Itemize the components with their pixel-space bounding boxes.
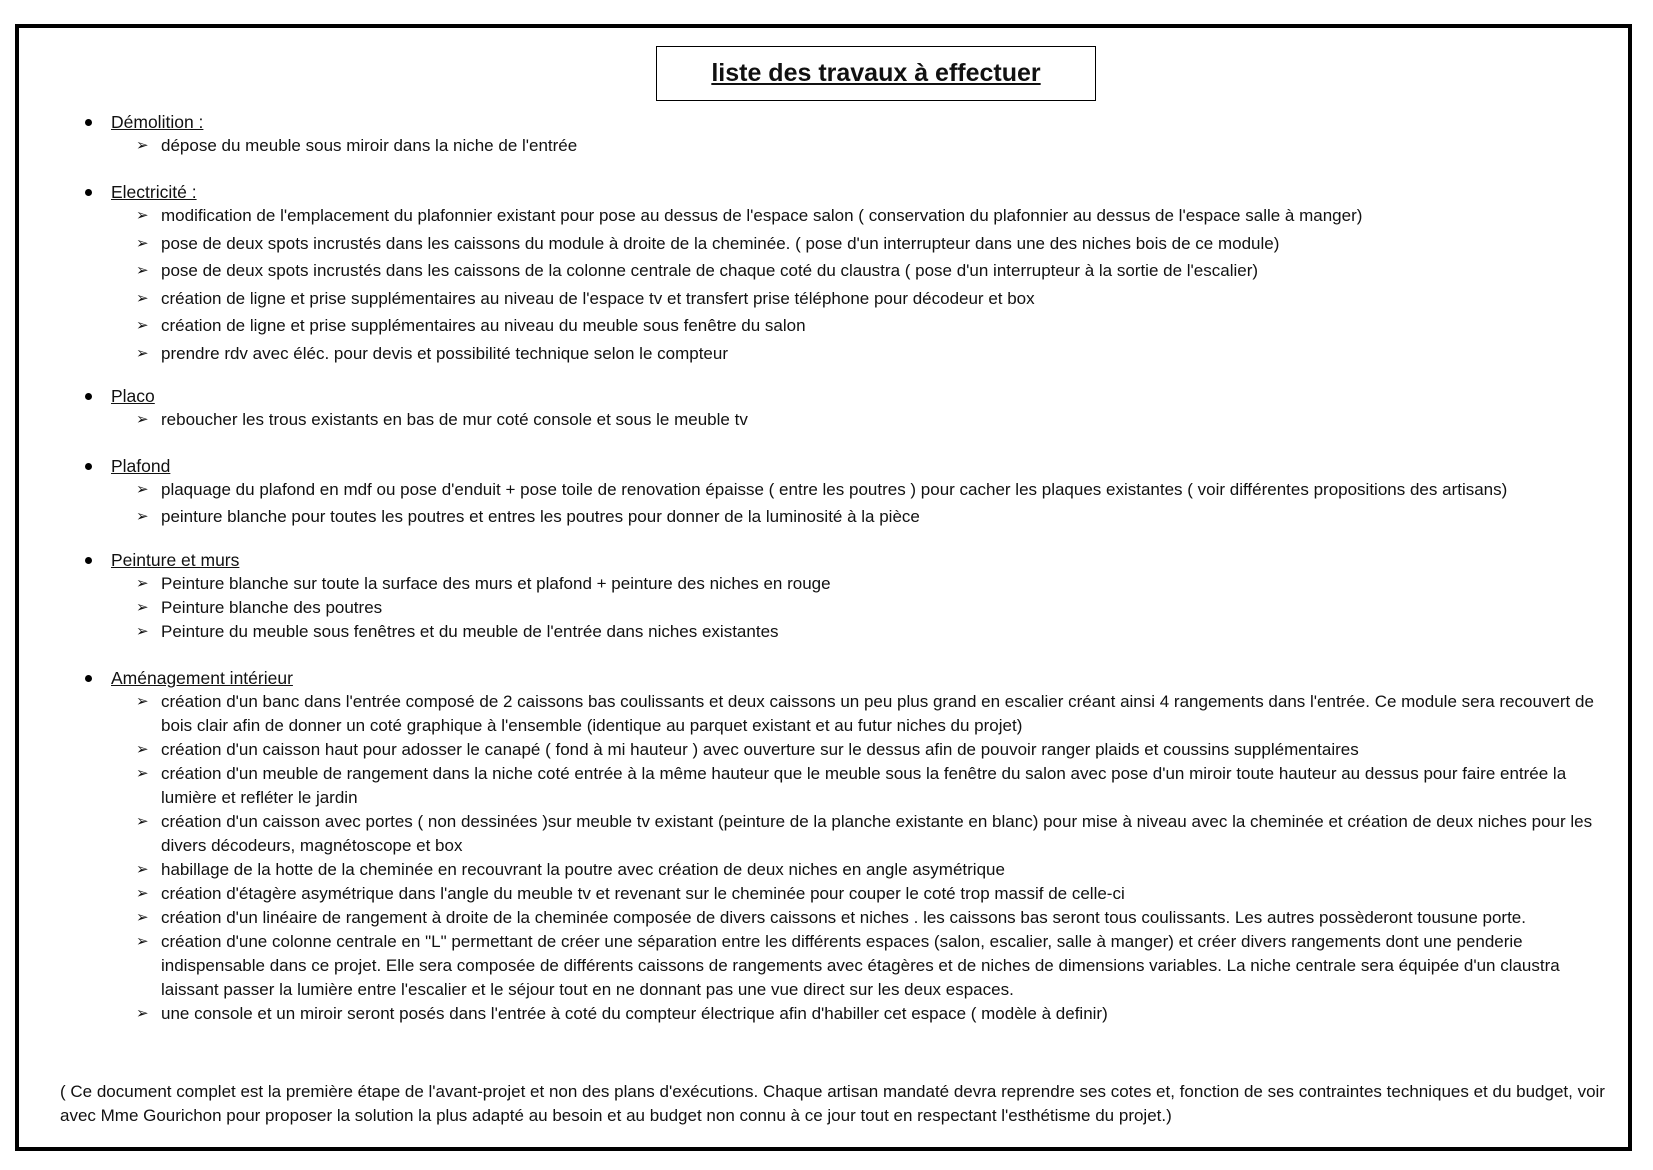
list-item: ➢ Peinture blanche sur toute la surface des murs et plafond + peinture des niches en rouge xyxy=(75,572,1615,596)
list-item: ➢ création d'un meuble de rangement dans la niche coté entrée à la même hauteur que le meuble sous la fenêtre du salon avec pose d'un miroir toute hauteur au dessus pour faire entrée la lumière et refléter le jardin xyxy=(136,764,1567,807)
list-item: ➢ Peinture du meuble sous fenêtres et du meuble de l'entrée dans niches existantes xyxy=(75,620,1615,644)
arrow-bullet-icon: ➢ xyxy=(136,1005,149,1022)
section-demolition xyxy=(75,110,1615,158)
arrow-bullet-icon: ➢ xyxy=(136,765,149,782)
title-box xyxy=(656,46,1096,101)
arrow-bullet-icon: ➢ xyxy=(136,599,149,616)
list-item: ➢ création de ligne et prise supplémentaires au niveau du meuble sous fenêtre du salon xyxy=(75,314,1615,338)
arrow-bullet-icon: ➢ xyxy=(136,575,149,592)
arrow-bullet-icon: ➢ xyxy=(136,861,149,878)
section-title: Démolition : xyxy=(111,112,204,132)
list-item: ➢ une console et un miroir seront posés dans l'entrée à coté du compteur électrique afin d'habiller cet espace ( modèle à definir) xyxy=(75,1002,1615,1026)
arrow-bullet-icon: ➢ xyxy=(136,885,149,902)
section-title: Plafond xyxy=(111,455,171,476)
section-title: Electricité : xyxy=(111,182,197,202)
arrow-bullet-icon: ➢ xyxy=(136,480,149,498)
section-peinture xyxy=(75,548,1615,644)
list-item: ➢ habillage de la hotte de la cheminée en recouvrant la poutre avec création de deux niches en angle asymétrique xyxy=(75,858,1615,882)
arrow-bullet-icon: ➢ xyxy=(136,623,149,640)
footer-note: ( Ce document complet est la première étape de l'avant-projet et non des plans d'exécutions. Chaque artisan mandaté devra reprendre ses cotes et, fonction de ses contraintes techniques et du budget, voir avec Mme Gourichon pour proposer la solution la plus adapté au besoin et au budget non connu à ce jour tout en respectant l'esthétisme du projet.) xyxy=(60,1082,1605,1125)
arrow-bullet-icon: ➢ xyxy=(136,933,149,950)
list-item: ➢ création d'une colonne centrale en "L" permettant de créer une séparation entre les différents espaces (salon, escalier, salle à manger) et créer divers rangements dont une penderie indispensable dans ce projet. Elle sera composée de différents caissons de rangements avec étagères et de niches de dimensions variables. La niche centrale sera équipée d'un claustra laissant passer la lumière entre l'escalier et le séjour tout en ne donnant pas une vue direct sur les deux espaces. xyxy=(136,932,1560,999)
list-item: ➢ prendre rdv avec éléc. pour devis et possibilité technique selon le compteur xyxy=(75,342,1615,366)
arrow-bullet-icon: ➢ xyxy=(136,909,149,926)
arrow-bullet-icon: ➢ xyxy=(136,508,149,525)
arrow-bullet-icon: ➢ xyxy=(136,289,149,307)
list-item: ➢ création de ligne et prise supplémentaires au niveau de l'espace tv et transfert prise téléphone pour décodeur et box xyxy=(75,287,1615,311)
arrow-bullet-icon: ➢ xyxy=(136,207,149,224)
bullet-icon xyxy=(85,557,92,564)
list-item: ➢ création d'un linéaire de rangement à droite de la cheminée composée de divers caissons et niches . les caissons bas seront tous coulissants. Les autres possèderont tousune porte. xyxy=(75,906,1615,930)
bullet-icon xyxy=(85,675,92,682)
arrow-bullet-icon: ➢ xyxy=(136,262,149,279)
list-item: ➢ création d'étagère asymétrique dans l'angle du meuble tv et revenant sur le cheminée pour couper le coté trop massif de celle-ci xyxy=(75,882,1615,906)
arrow-bullet-icon: ➢ xyxy=(136,410,149,428)
section-title: Peinture et murs xyxy=(111,550,240,570)
arrow-bullet-icon: ➢ xyxy=(136,344,149,362)
arrow-bullet-icon: ➢ xyxy=(136,693,149,710)
arrow-bullet-icon: ➢ xyxy=(136,137,149,154)
list-item: ➢ dépose du meuble sous miroir dans la niche de l'entrée xyxy=(75,134,1615,158)
section-title: Aménagement intérieur xyxy=(111,668,293,688)
section-title: Placo xyxy=(111,385,155,406)
list-item: ➢ création d'un banc dans l'entrée composé de 2 caissons bas coulissants et deux caissons un peu plus grand en escalier créant ainsi 4 rangements dans l'entrée. Ce module sera recouvert de bois clair afin de donner un coté graphique à l'ensemble (identique au parquet existant et au futur niches du projet) xyxy=(136,692,1594,735)
page-title: liste des travaux à effectuer xyxy=(711,59,1041,87)
list-item: ➢ Peinture blanche des poutres xyxy=(75,596,1615,620)
list-item: ➢ modification de l'emplacement du plafonnier existant pour pose au dessus de l'espace salon ( conservation du plafonnier au dessus de l'espace salle à manger) xyxy=(75,204,1615,228)
arrow-bullet-icon: ➢ xyxy=(136,317,149,334)
list-item: ➢ pose de deux spots incrustés dans les caissons de la colonne centrale de chaque coté du claustra ( pose d'un interrupteur à la sortie de l'escalier) xyxy=(75,259,1615,283)
bullet-icon xyxy=(85,119,92,126)
list-item: ➢ reboucher les trous existants en bas de mur coté console et sous le meuble tv xyxy=(75,408,1615,432)
bullet-icon xyxy=(85,393,92,400)
section-placo xyxy=(75,384,1615,432)
section-electricite xyxy=(75,180,1615,366)
list-item: ➢ plaquage du plafond en mdf ou pose d'enduit + pose toile de renovation épaisse ( entre les poutres ) pour cacher les plaques existantes ( voir différentes propositions des artisans) xyxy=(75,478,1615,502)
arrow-bullet-icon: ➢ xyxy=(136,813,149,830)
list-item: ➢ création d'un caisson avec portes ( non dessinées )sur meuble tv existant (peinture de la planche existante en blanc) pour mise à niveau avec la cheminée et création de deux niches pour les divers décodeurs, magnétoscope et box xyxy=(136,812,1593,855)
bullet-icon xyxy=(85,189,92,196)
arrow-bullet-icon: ➢ xyxy=(136,741,149,758)
work-list xyxy=(75,110,1615,1026)
section-plafond xyxy=(75,454,1615,530)
list-item: ➢ pose de deux spots incrustés dans les caissons du module à droite de la cheminée. ( pose d'un interrupteur dans une des niches bois de ce module) xyxy=(75,232,1615,256)
bullet-icon xyxy=(85,463,92,470)
arrow-bullet-icon: ➢ xyxy=(136,234,149,252)
section-amenagement xyxy=(75,666,1615,1026)
list-item: ➢ peinture blanche pour toutes les poutres et entres les poutres pour donner de la luminosité à la pièce xyxy=(75,505,1615,529)
list-item: ➢ création d'un caisson haut pour adosser le canapé ( fond à mi hauteur ) avec ouverture sur le dessus afin de pouvoir ranger plaids et coussins supplémentaires xyxy=(75,738,1615,762)
